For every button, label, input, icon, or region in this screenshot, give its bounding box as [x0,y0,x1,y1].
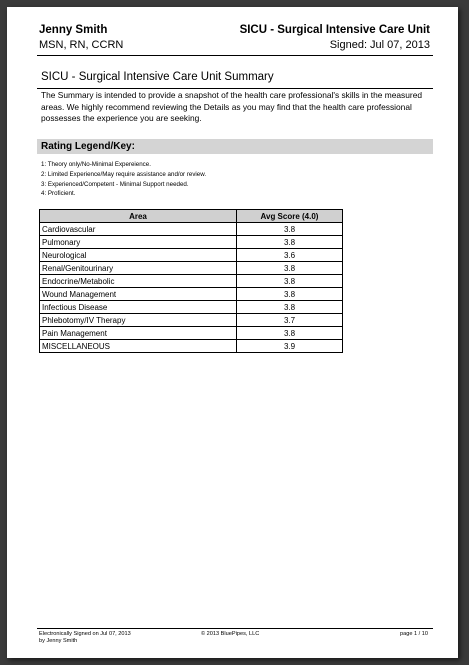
area-cell: Infectious Disease [40,301,237,314]
score-cell: 3.8 [237,288,343,301]
score-cell: 3.8 [237,223,343,236]
table-row [40,262,343,275]
area-cell: MISCELLANEOUS [40,340,237,353]
area-cell: Wound Management [40,288,237,301]
score-cell: 3.9 [237,340,343,353]
legend-item: 2: Limited Experience/May require assistance and/or review. [41,170,207,178]
page-number: page 1 / 10 [400,631,428,637]
legend-item: 3: Experienced/Competent - Minimal Support needed. [41,180,189,188]
footer-signed-line: Electronically Signed on Jul 07, 2013 [39,631,131,637]
score-cell: 3.7 [237,314,343,327]
area-cell: Pulmonary [40,236,237,249]
column-header-area: Area [40,210,237,223]
legend-title: Rating Legend/Key: [41,141,135,152]
score-table [39,209,343,353]
table-row [40,236,343,249]
header-divider [37,55,433,56]
table-row [40,301,343,314]
score-cell: 3.8 [237,275,343,288]
table-row [40,249,343,262]
score-cell: 3.8 [237,236,343,249]
table-row [40,275,343,288]
legend-item: 4: Proficient. [41,190,76,198]
footer-copyright: © 2013 BluePipes, LLC [201,631,260,637]
score-cell: 3.8 [237,327,343,340]
nurse-credentials: MSN, RN, CCRN [39,39,124,51]
signed-date: Signed: Jul 07, 2013 [329,39,430,51]
table-row [40,340,343,353]
table-header-row [40,210,343,223]
score-cell: 3.8 [237,262,343,275]
unit-title: SICU - Surgical Intensive Care Unit [239,24,430,36]
summary-divider [37,88,433,89]
area-cell: Neurological [40,249,237,262]
summary-title: SICU - Surgical Intensive Care Unit Summary [41,71,274,83]
legend-header-bar [37,139,433,154]
legend-list [41,160,206,199]
score-cell: 3.8 [237,301,343,314]
table-row [40,327,343,340]
nurse-name: Jenny Smith [39,24,108,36]
area-cell: Pain Management [40,327,237,340]
area-cell: Renal/Genitourinary [40,262,237,275]
footer-signed-by: by Jenny Smith [39,638,78,644]
table-row [40,288,343,301]
legend-item: 1: Theory only/No-Minimal Expereience. [41,161,151,168]
area-cell: Endocrine/Metabolic [40,275,237,288]
document-page [7,7,458,658]
header-right [240,23,430,53]
table-row [40,223,343,236]
column-header-score: Avg Score (4.0) [237,210,343,223]
footer-signature [39,631,131,645]
area-cell: Cardiovascular [40,223,237,236]
score-cell: 3.6 [237,249,343,262]
header-left [39,23,123,53]
area-cell: Phlebotomy/IV Therapy [40,314,237,327]
table-row [40,314,343,327]
summary-text: The Summary is intended to provide a snapshot of the health care professional's skills in the measured areas. We highly recommend reviewing the Details as you may find that the health care professional possesses the experience you are seeking. [41,90,423,123]
footer-divider [37,628,433,629]
